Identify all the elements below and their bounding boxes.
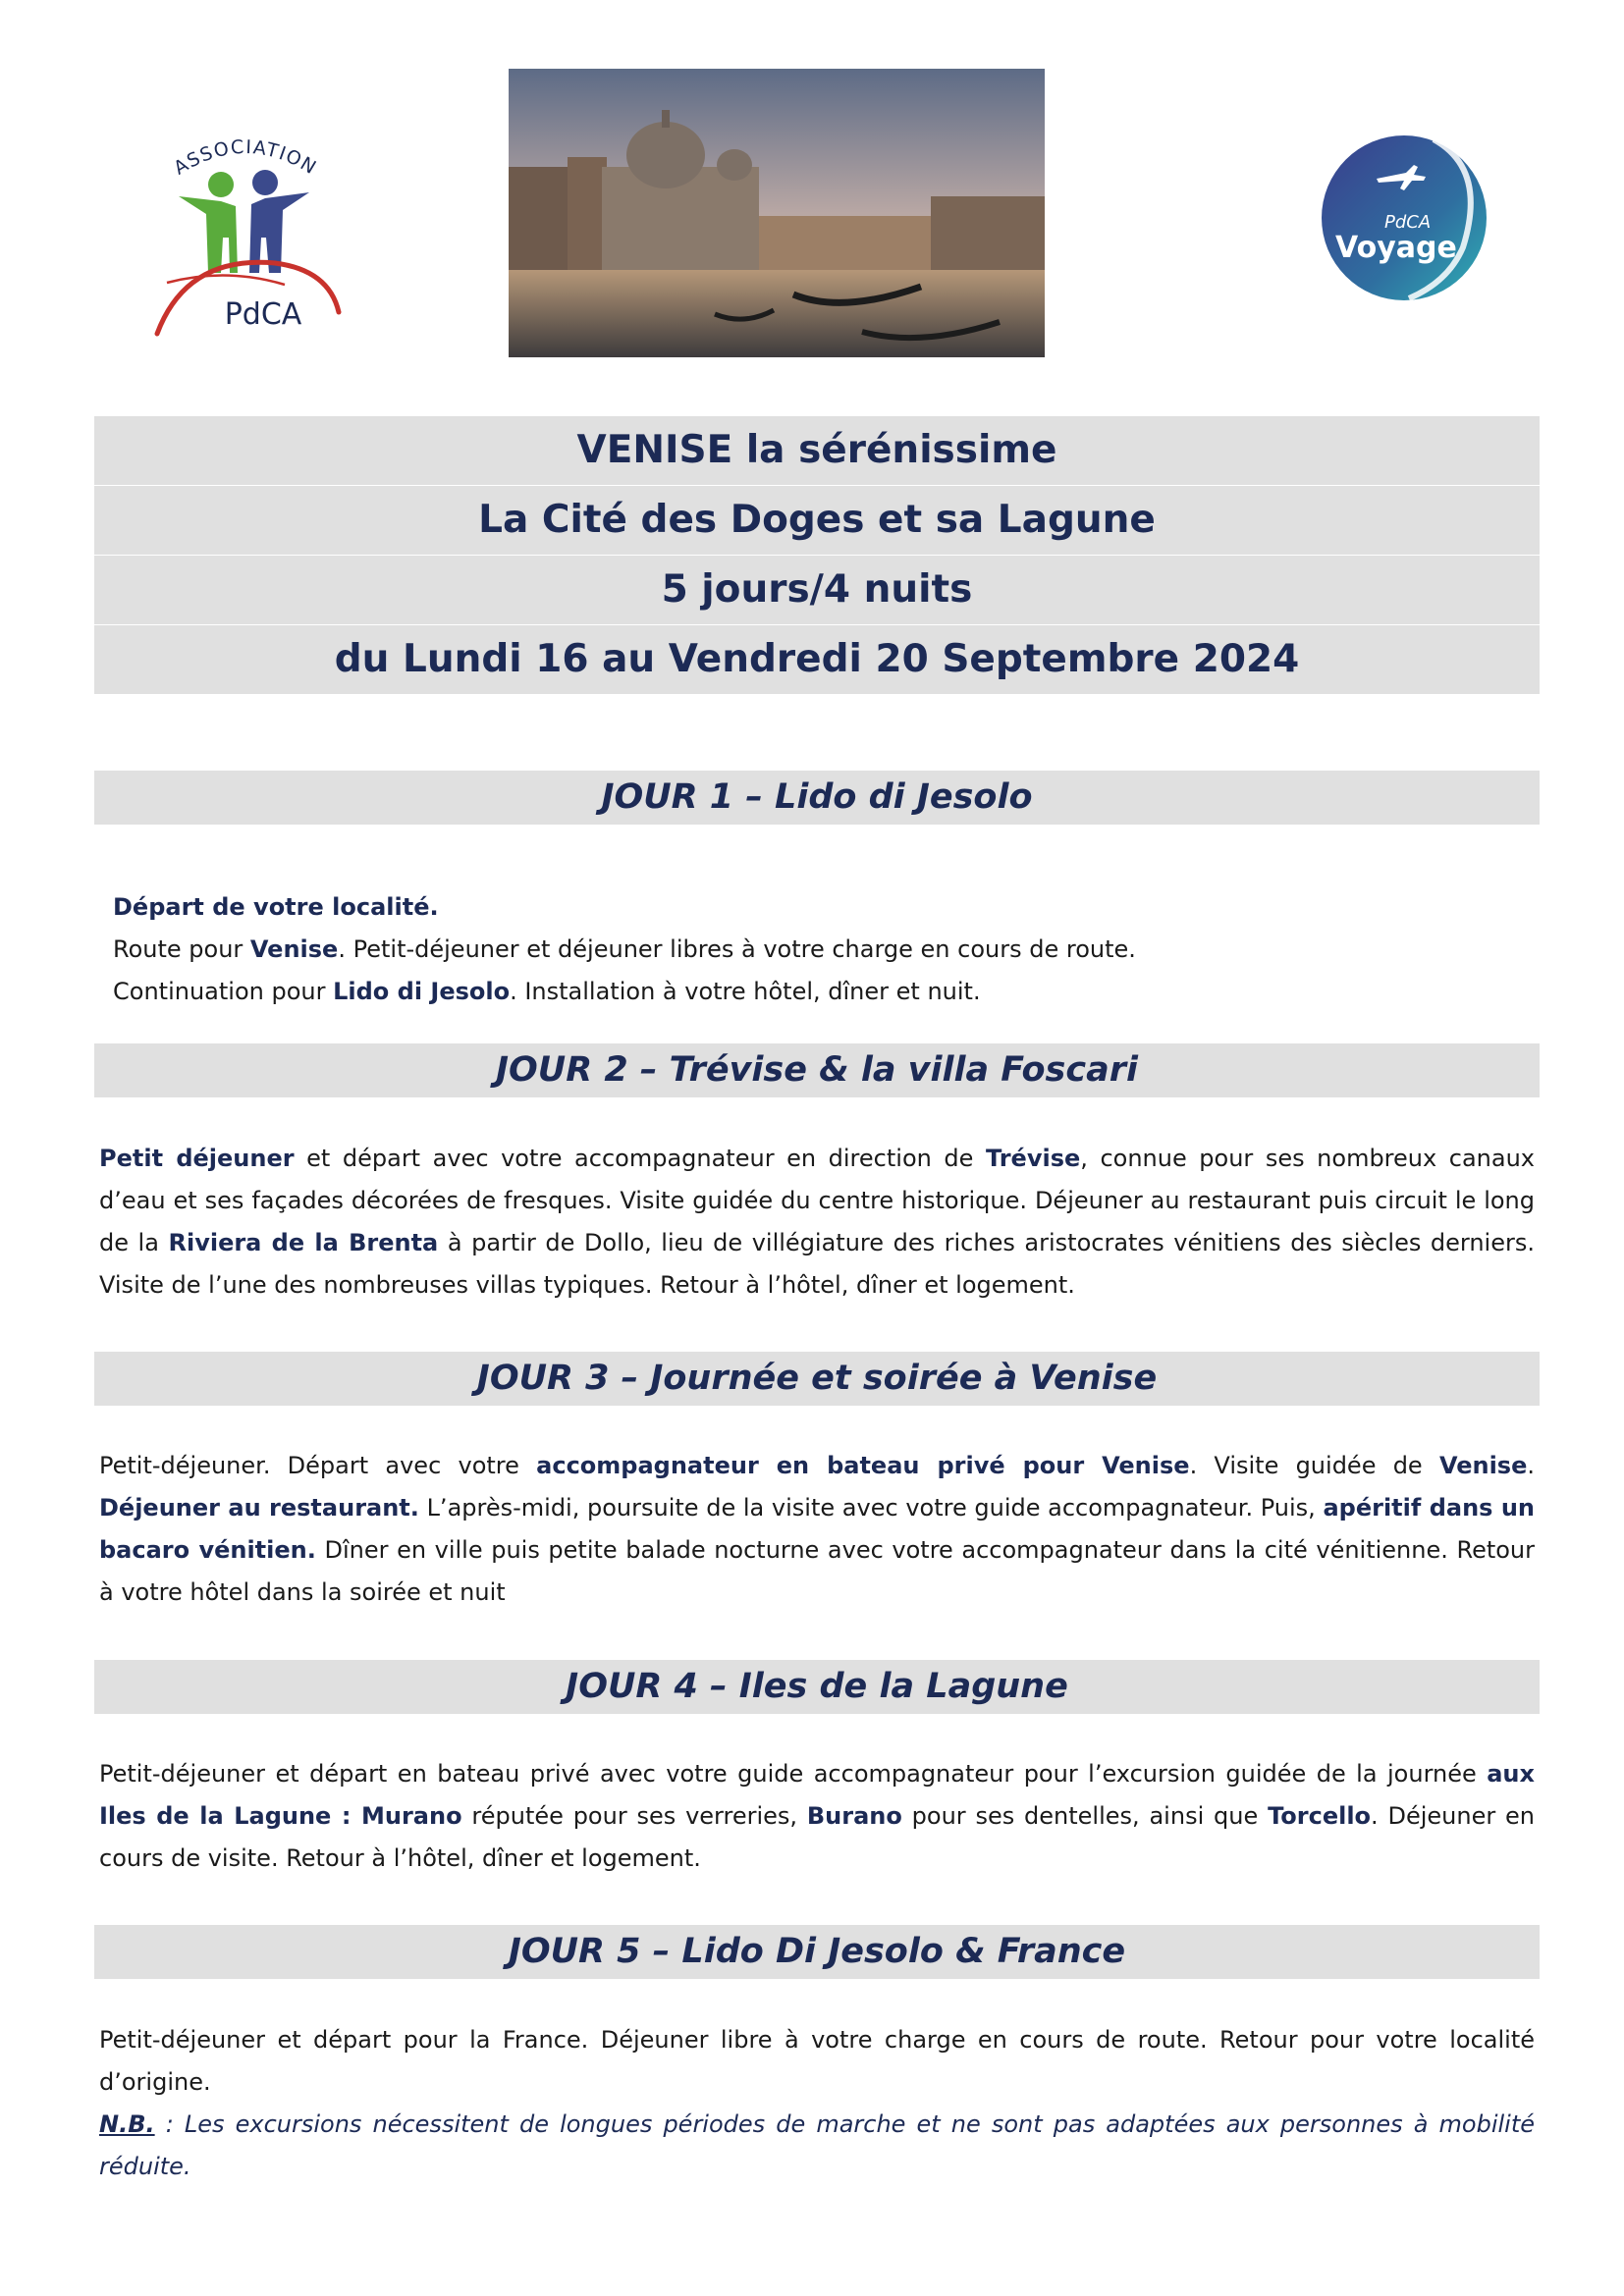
- day-2-text-3: à partir de Dollo, lieu de villégiature des riches aristocrates vénitiens des siècles derniers. Visite de l’une des nombreuses villas typiques. Retour à l’hôtel, dîner et logement.: [99, 1229, 1535, 1299]
- day-5-text-1: Petit-déjeuner et départ pour la France. Déjeuner libre à votre charge en cours de route. Retour pour votre localité d’origine.: [99, 2026, 1535, 2096]
- title-line-1: VENISE la sérénissime: [94, 416, 1540, 485]
- day-4-text-4: . Déjeuner en cours de visite. Retour à l’hôtel, dîner et logement.: [99, 1802, 1535, 1872]
- day-1-line-3-c: . Installation à votre hôtel, dîner et nuit.: [510, 978, 981, 1005]
- day-4-bold-2: Burano: [806, 1802, 902, 1830]
- day-4-heading: JOUR 4 – Iles de la Lagune: [94, 1660, 1540, 1714]
- day-3-text-2: . Visite guidée de: [1189, 1452, 1439, 1479]
- day-3-text-4: L’après-midi, poursuite de la visite avec votre guide accompagnateur. Puis,: [418, 1494, 1324, 1522]
- day-2-text-1: et départ avec votre accompagnateur en direction de: [294, 1145, 986, 1172]
- title-line-2: La Cité des Doges et sa Lagune: [94, 485, 1540, 555]
- logo-pdca-text: PdCA: [224, 297, 302, 332]
- day-2-text-2: , connue pour ses nombreux canaux d’eau et ses façades décorées de fresques. Visite guidée du centre historique. Déjeuner au restaurant puis circuit le long de la: [99, 1145, 1535, 1256]
- day-2-text: [99, 1138, 1535, 1307]
- day-3-bold-4: apéritif dans un bacaro vénitien.: [99, 1494, 1536, 1564]
- day-3-text-3: .: [1527, 1452, 1535, 1479]
- day-3-bold-1: accompagnateur en bateau privé pour Venise: [536, 1452, 1190, 1479]
- title-line-4: du Lundi 16 au Vendredi 20 Septembre 2024: [94, 624, 1540, 694]
- logo-voyage-big-text: Voyage: [1335, 231, 1457, 265]
- day-4-text-3: pour ses dentelles, ainsi que: [901, 1802, 1269, 1830]
- day-4-text: [99, 1753, 1535, 1880]
- title-block: [94, 416, 1540, 694]
- day-5-heading: JOUR 5 – Lido Di Jesolo & France: [94, 1925, 1540, 1979]
- nb-text: : Les excursions nécessitent de longues périodes de marche et ne sont pas adaptées aux personnes à mobilité réduite.: [99, 2110, 1535, 2180]
- pdca-voyage-logo: [1316, 130, 1492, 306]
- day-4-bold-1: aux Iles de la Lagune : Murano: [99, 1760, 1535, 1830]
- day-5-text: [99, 2019, 1535, 2188]
- day-2-bold-2: Trévise: [985, 1145, 1081, 1172]
- day-1-heading: JOUR 1 – Lido di Jesolo: [94, 771, 1540, 825]
- title-line-3: 5 jours/4 nuits: [94, 555, 1540, 624]
- association-pdca-logo: [128, 137, 363, 344]
- day-2-heading: JOUR 2 – Trévise & la villa Foscari: [94, 1043, 1540, 1097]
- day-3-text-5: Dîner en ville puis petite balade nocturne avec votre accompagnateur dans la cité vénitienne. Retour à votre hôtel dans la soirée et nuit: [99, 1536, 1536, 1606]
- day-1-line-1: Départ de votre localité.: [113, 893, 439, 921]
- svg-text:ASSOCIATION: [170, 137, 320, 180]
- logo-voyage-small-text: PdCA: [1384, 212, 1432, 233]
- day-3-text: [99, 1445, 1535, 1614]
- day-4-text-1: Petit-déjeuner et départ en bateau privé avec votre guide accompagnateur pour l’excursion guidée de la journée: [99, 1760, 1488, 1788]
- day-1-line-2-a: Route pour: [113, 935, 250, 963]
- day-1-line-3-b: Lido di Jesolo: [333, 978, 511, 1005]
- day-4-text-2: réputée pour ses verreries,: [461, 1802, 807, 1830]
- day-3-bold-2: Venise: [1438, 1452, 1528, 1479]
- day-1-text: [113, 886, 1548, 1013]
- day-2-bold-3: Riviera de la Brenta: [168, 1229, 439, 1256]
- day-2-bold-1: Petit déjeuner: [99, 1145, 295, 1172]
- venice-photo: [509, 69, 1045, 357]
- day-3-bold-3: Déjeuner au restaurant.: [99, 1494, 419, 1522]
- day-1-line-2-c: . Petit-déjeuner et déjeuner libres à votre charge en cours de route.: [338, 935, 1136, 963]
- day-1-line-3-a: Continuation pour: [113, 978, 334, 1005]
- day-4-bold-3: Torcello: [1268, 1802, 1372, 1830]
- logo-association-text: ASSOCIATION: [170, 137, 321, 180]
- day-3-heading: JOUR 3 – Journée et soirée à Venise: [94, 1352, 1540, 1406]
- nb-label: N.B.: [99, 2110, 155, 2138]
- day-1-line-2-b: Venise: [249, 935, 339, 963]
- day-3-text-1: Petit-déjeuner. Départ avec votre: [99, 1452, 537, 1479]
